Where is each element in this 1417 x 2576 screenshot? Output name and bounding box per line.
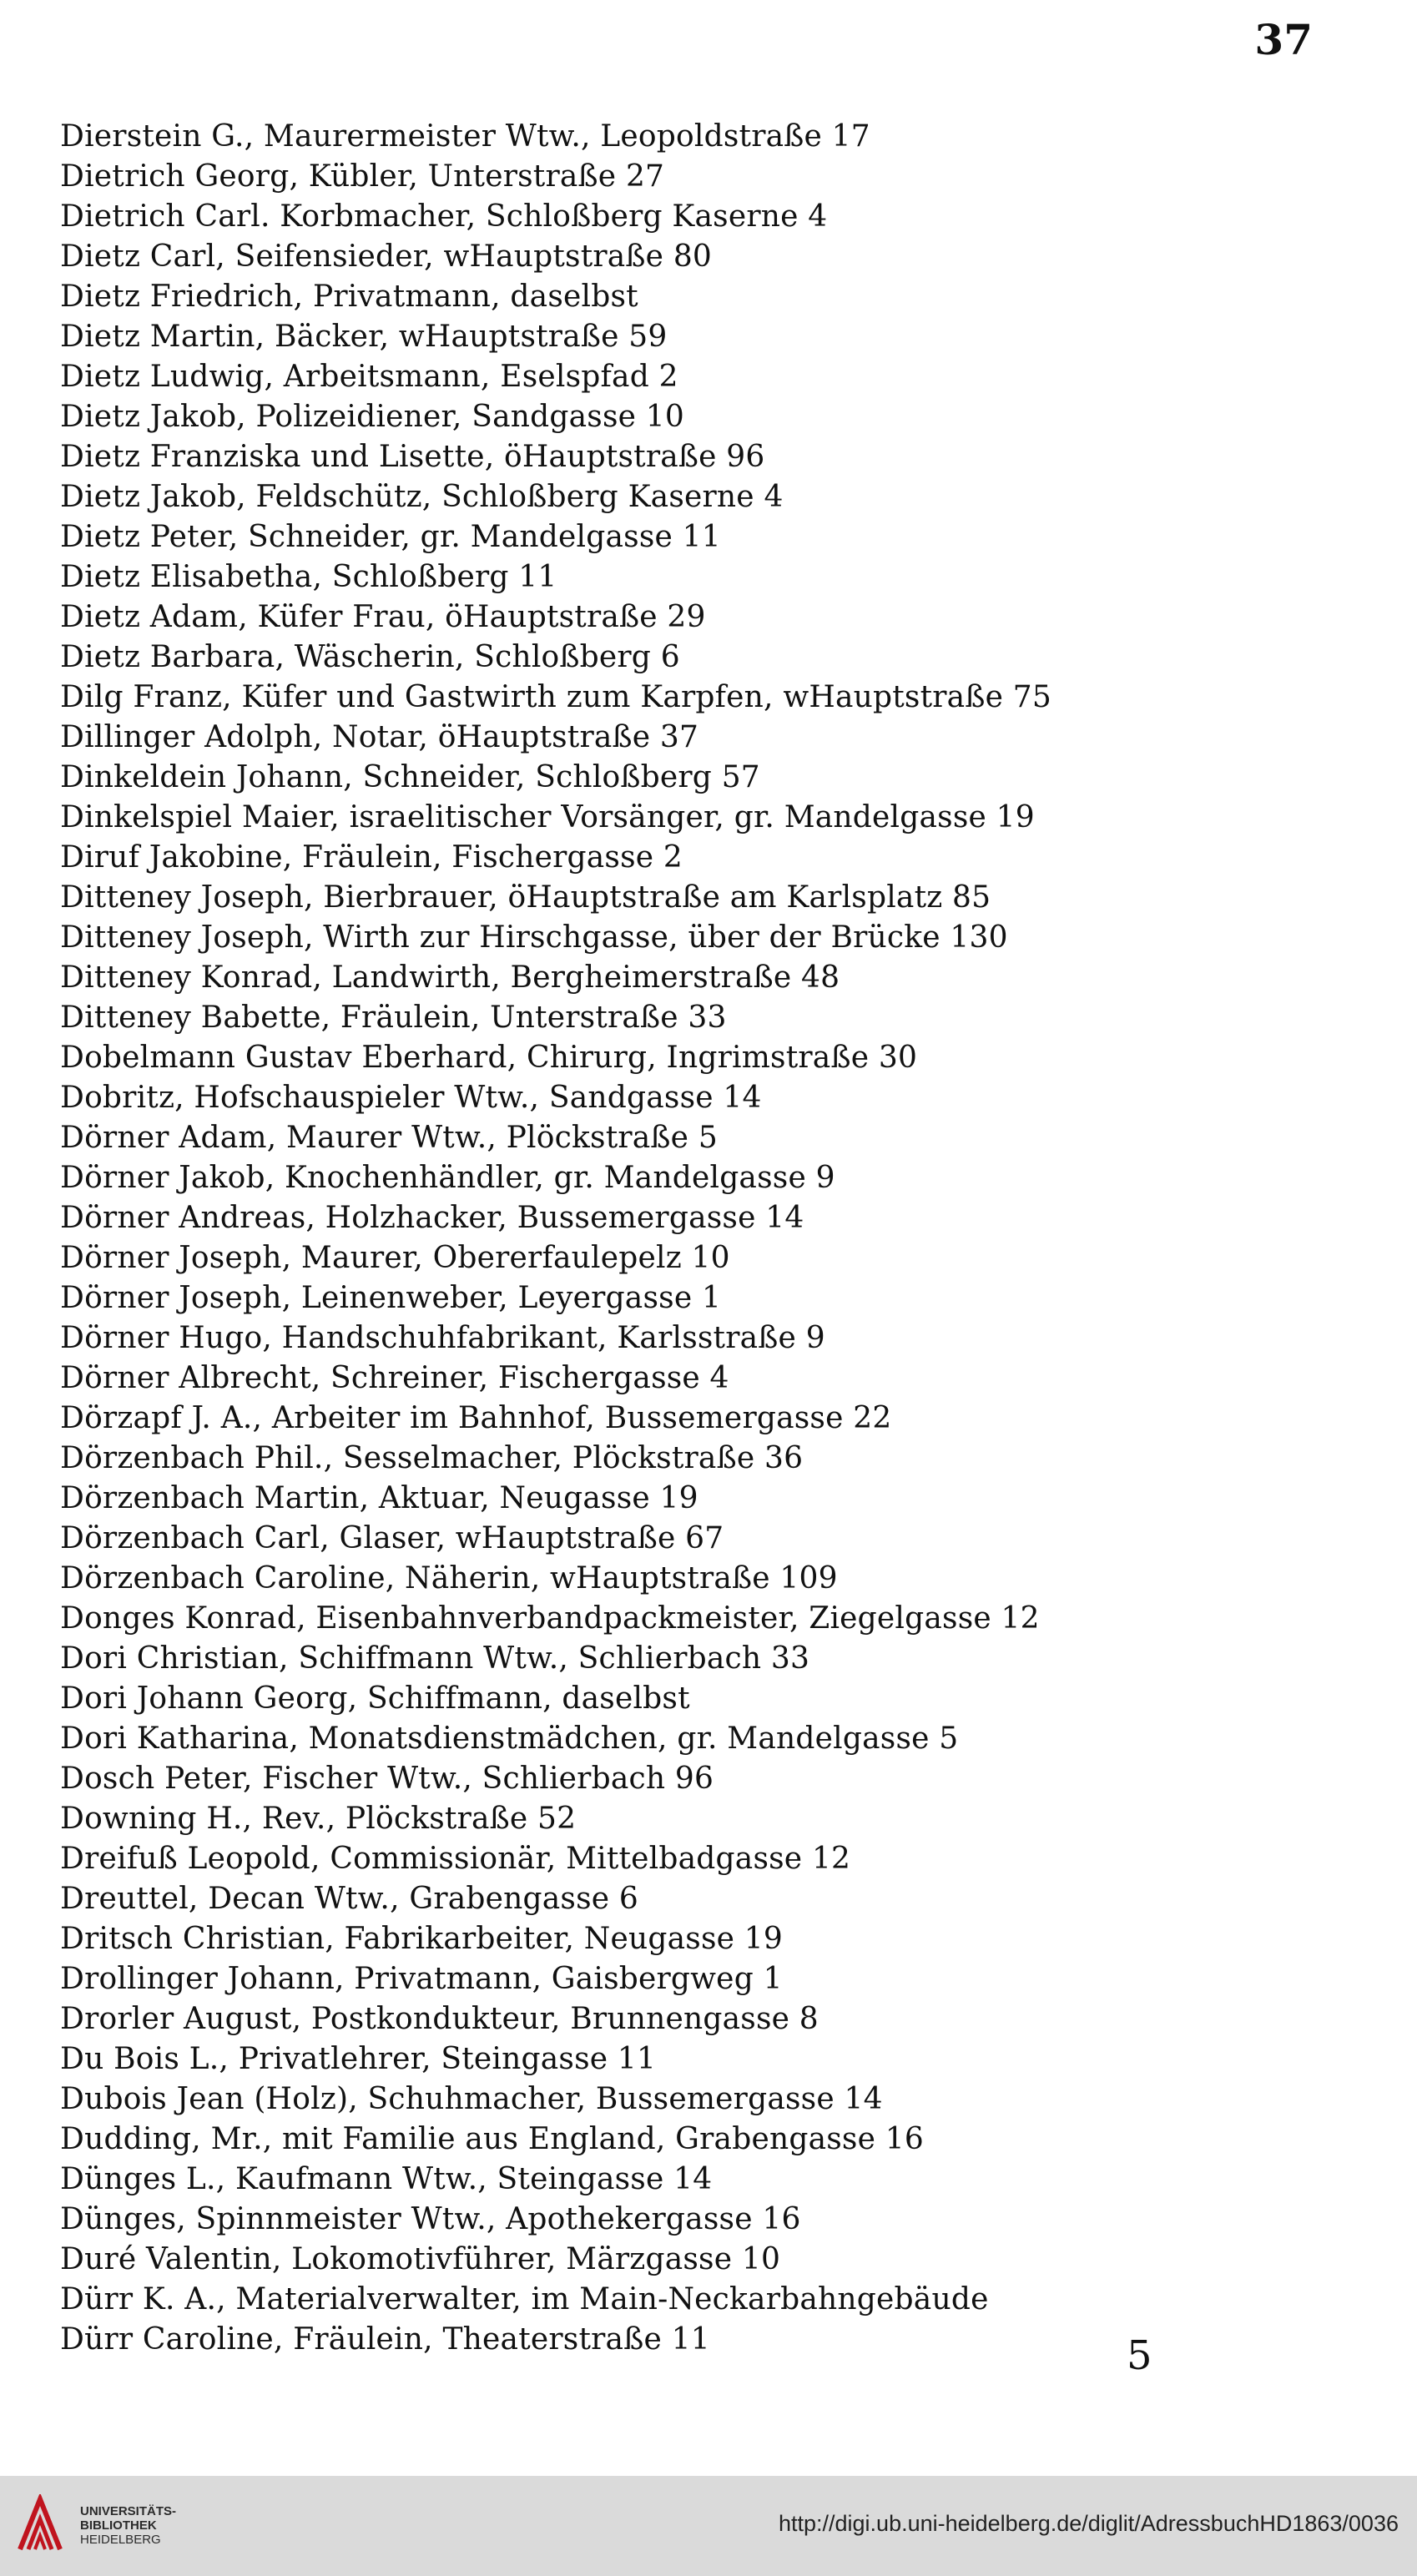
address-entry: Dietz Friedrich, Privatmann, daselbst (60, 280, 638, 314)
address-entry: Dietz Ludwig, Arbeitsmann, Eselspfad 2 (60, 360, 678, 394)
address-entry: Du Bois L., Privatlehrer, Steingasse 11 (60, 2042, 657, 2076)
address-entry: Dudding, Mr., mit Familie aus England, Grabengasse 16 (60, 2122, 924, 2156)
address-entry: Dietz Barbara, Wäscherin, Schloßberg 6 (60, 640, 680, 674)
address-entry: Dietz Franziska und Lisette, öHauptstraße 96 (60, 440, 765, 474)
address-entry: Ditteney Joseph, Wirth zur Hirschgasse, über der Brücke 130 (60, 920, 1008, 955)
address-entry: Diruf Jakobine, Fräulein, Fischergasse 2 (60, 840, 683, 875)
source-url-link[interactable]: http://digi.ub.uni-heidelberg.de/diglit/AdressbuchHD1863/0036 (778, 2511, 1399, 2536)
address-entry: Ditteney Babette, Fräulein, Unterstraße 33 (60, 1001, 727, 1035)
address-entry: Dörner Hugo, Handschuhfabrikant, Karlsstraße 9 (60, 1321, 825, 1355)
address-entry: Dietz Elisabetha, Schloßberg 11 (60, 560, 557, 594)
address-entry: Dietrich Carl. Korbmacher, Schloßberg Kaserne 4 (60, 199, 828, 234)
address-entry: Dierstein G., Maurermeister Wtw., Leopoldstraße 17 (60, 119, 870, 154)
address-entry: Dori Johann Georg, Schiffmann, daselbst (60, 1681, 690, 1716)
address-entry: Ditteney Konrad, Landwirth, Bergheimerstraße 48 (60, 960, 840, 995)
address-entry: Dosch Peter, Fischer Wtw., Schlierbach 96 (60, 1762, 714, 1796)
address-entry: Duré Valentin, Lokomotivführer, Märzgasse 10 (60, 2242, 781, 2276)
address-entry: Dietz Carl, Seifensieder, wHauptstraße 80 (60, 239, 713, 274)
address-entry: Dori Katharina, Monatsdienstmädchen, gr. Mandelgasse 5 (60, 1722, 959, 1756)
address-entry: Dietrich Georg, Kübler, Unterstraße 27 (60, 159, 665, 194)
library-name-line3: HEIDELBERG (80, 2533, 161, 2547)
address-entry: Dubois Jean (Holz), Schuhmacher, Bussemergasse 14 (60, 2082, 883, 2116)
address-entry: Dörzenbach Caroline, Näherin, wHauptstraße 109 (60, 1561, 838, 1596)
address-entry: Dietz Jakob, Feldschütz, Schloßberg Kaserne 4 (60, 480, 784, 514)
signature-mark: 5 (1127, 2332, 1152, 2379)
footer-bar (0, 2476, 1417, 2576)
address-entry: Ditteney Joseph, Bierbrauer, öHauptstraße am Karlsplatz 85 (60, 880, 991, 915)
address-entry: Drorler August, Postkondukteur, Brunnengasse 8 (60, 2002, 819, 2036)
address-entry: Dori Christian, Schiffmann Wtw., Schlierbach 33 (60, 1641, 810, 1676)
address-entry: Dörner Adam, Maurer Wtw., Plöckstraße 5 (60, 1121, 718, 1155)
address-entry: Dörner Jakob, Knochenhändler, gr. Mandelgasse 9 (60, 1161, 835, 1195)
address-entry: Dinkeldein Johann, Schneider, Schloßberg 57 (60, 760, 760, 794)
address-entry: Dörzenbach Carl, Glaser, wHauptstraße 67 (60, 1521, 724, 1555)
library-name (80, 2504, 176, 2547)
address-entry: Dörzenbach Phil., Sesselmacher, Plöckstraße 36 (60, 1441, 804, 1475)
address-entry: Drollinger Johann, Privatmann, Gaisbergweg 1 (60, 1962, 783, 1996)
address-entry: Dörner Joseph, Leinenweber, Leyergasse 1 (60, 1281, 722, 1315)
address-entry: Dilg Franz, Küfer und Gastwirth zum Karpfen, wHauptstraße 75 (60, 680, 1051, 714)
address-entry: Dinkelspiel Maier, israelitischer Vorsänger, gr. Mandelgasse 19 (60, 800, 1035, 834)
address-entry: Dörner Andreas, Holzhacker, Bussemergasse 14 (60, 1201, 804, 1235)
address-entry: Dillinger Adolph, Notar, öHauptstraße 37 (60, 720, 699, 754)
library-name-line2: BIBLIOTHEK (80, 2518, 157, 2533)
address-entry: Downing H., Rev., Plöckstraße 52 (60, 1802, 577, 1836)
address-entry: Dörzapf J. A., Arbeiter im Bahnhof, Bussemergasse 22 (60, 1401, 892, 1435)
address-entry: Dietz Peter, Schneider, gr. Mandelgasse 11 (60, 520, 721, 554)
address-entry: Dünges, Spinnmeister Wtw., Apothekergasse 16 (60, 2202, 801, 2236)
page-number: 37 (1254, 15, 1313, 64)
address-entry: Dietz Jakob, Polizeidiener, Sandgasse 10 (60, 400, 684, 434)
address-entry: Dörner Albrecht, Schreiner, Fischergasse 4 (60, 1361, 729, 1395)
address-entry: Dünges L., Kaufmann Wtw., Steingasse 14 (60, 2162, 713, 2196)
university-library-logo-icon (15, 2494, 65, 2554)
address-entry: Dritsch Christian, Fabrikarbeiter, Neugasse 19 (60, 1922, 783, 1956)
address-entry: Dreifuß Leopold, Commissionär, Mittelbadgasse 12 (60, 1842, 851, 1876)
address-entry: Donges Konrad, Eisenbahnverbandpackmeister, Ziegelgasse 12 (60, 1601, 1040, 1636)
library-name-line1: UNIVERSITÄTS- (80, 2504, 177, 2518)
address-entry: Dietz Adam, Küfer Frau, öHauptstraße 29 (60, 600, 706, 634)
address-entry: Dietz Martin, Bäcker, wHauptstraße 59 (60, 320, 668, 354)
address-entry-list (60, 117, 1345, 2360)
address-entry: Dreuttel, Decan Wtw., Grabengasse 6 (60, 1882, 639, 1916)
address-entry: Dobelmann Gustav Eberhard, Chirurg, Ingrimstraße 30 (60, 1041, 918, 1075)
address-entry: Dörner Joseph, Maurer, Obererfaulepelz 10 (60, 1241, 730, 1275)
address-entry: Dobritz, Hofschauspieler Wtw., Sandgasse 14 (60, 1081, 762, 1115)
address-entry: Dörzenbach Martin, Aktuar, Neugasse 19 (60, 1481, 698, 1515)
address-entry: Dürr K. A., Materialverwalter, im Main-Neckarbahngebäude (60, 2282, 989, 2316)
address-entry: Dürr Caroline, Fräulein, Theaterstraße 11 (60, 2322, 710, 2357)
